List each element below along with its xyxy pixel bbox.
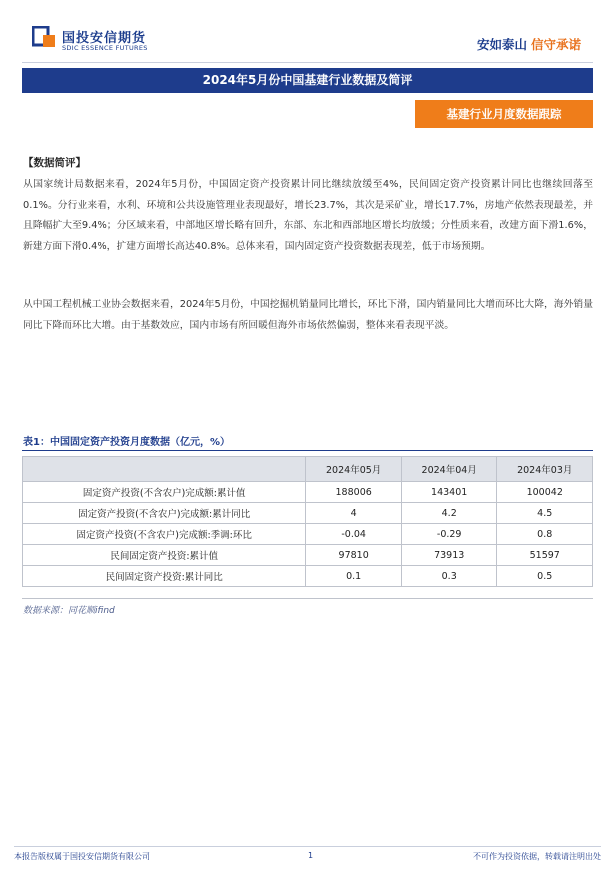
table-cell: 51597 — [497, 545, 593, 566]
company-name: 国投安信期货 — [62, 31, 147, 46]
table-cell: 0.1 — [306, 566, 402, 587]
source-divider — [22, 598, 593, 599]
slogan — [477, 35, 581, 53]
slogan-part1: 安如泰山 — [476, 37, 527, 52]
table-caption: 表1：中国固定资产投资月度数据（亿元，%） — [23, 437, 230, 448]
row-label: 固定资产投资(不含农户)完成额:累计同比 — [23, 503, 306, 524]
table-cell: -0.29 — [401, 524, 497, 545]
table-row — [23, 503, 593, 524]
company-name-english: SDIC ESSENCE FUTURES — [62, 44, 148, 52]
row-label: 固定资产投资(不含农户)完成额:季调:环比 — [23, 524, 306, 545]
table-cell: 188006 — [306, 482, 402, 503]
review-paragraph-1: 从国家统计局数据来看，2024年5月份，中国固定资产投资累计同比继续放缓至4%，民间固定资产投资累计同比也继续回落至0.1%。分行业来看，水利、环境和公共设施管理业表现最好，增长23.7%，其次是采矿业，增长17.7%，房地产依然表现最差，并且降幅扩大至9.4%；分区域来看，中部地区增长略有回升，东部、东北和西部地区增长均放缓；分性质来看，改建方面下滑1.6%，新建方面下滑0.4%，扩建方面增长高达40.8%。总体来看，国内固定资产投资数据表现差，低于市场预期。 — [23, 179, 593, 252]
table-cell: 4.5 — [497, 503, 593, 524]
table-cell: -0.04 — [306, 524, 402, 545]
footer-divider — [14, 846, 601, 847]
table-cell: 4 — [306, 503, 402, 524]
page-number: 1 — [308, 851, 314, 860]
table-cell: 143401 — [401, 482, 497, 503]
data-source: 数据来源：同花顺ifind — [23, 606, 115, 616]
row-label: 固定资产投资(不含农户)完成额:累计值 — [23, 482, 306, 503]
table-cell: 97810 — [306, 545, 402, 566]
review-heading: 【数据简评】 — [23, 157, 86, 169]
header-blank — [23, 457, 306, 482]
column-header: 2024年03月 — [497, 457, 593, 482]
slogan-part2: 信守承诺 — [530, 37, 581, 52]
footer-copyright: 本报告版权属于国投安信期货有限公司 — [14, 852, 150, 861]
column-header: 2024年04月 — [401, 457, 497, 482]
table-cell: 0.3 — [401, 566, 497, 587]
section-tag: 基建行业月度数据跟踪 — [415, 100, 593, 128]
table-cell: 4.2 — [401, 503, 497, 524]
footer-disclaimer: 不可作为投资依据，转载请注明出处 — [473, 852, 601, 861]
company-logo-icon — [32, 26, 56, 48]
table-cell: 73913 — [401, 545, 497, 566]
investment-table — [22, 456, 593, 587]
table-cell: 0.5 — [497, 566, 593, 587]
column-header: 2024年05月 — [306, 457, 402, 482]
row-label: 民间固定资产投资:累计值 — [23, 545, 306, 566]
header-divider — [22, 62, 593, 63]
table-row — [23, 566, 593, 587]
caption-divider — [22, 450, 593, 451]
table-cell: 100042 — [497, 482, 593, 503]
table-row — [23, 545, 593, 566]
page-header — [0, 0, 615, 58]
row-label: 民间固定资产投资:累计同比 — [23, 566, 306, 587]
table-cell: 0.8 — [497, 524, 593, 545]
review-paragraph-2: 从中国工程机械工业协会数据来看，2024年5月份，中国挖掘机销量同比增长，环比下滑，国内销量同比大增而环比大降，海外销量同比下降而环比大增。由于基数效应，国内市场有所回暖但海外市场依然偏弱，整体来看表现平淡。 — [23, 299, 593, 331]
table-header-row — [23, 457, 593, 482]
table-row — [23, 482, 593, 503]
table-row — [23, 524, 593, 545]
report-title: 2024年5月份中国基建行业数据及简评 — [22, 68, 593, 93]
